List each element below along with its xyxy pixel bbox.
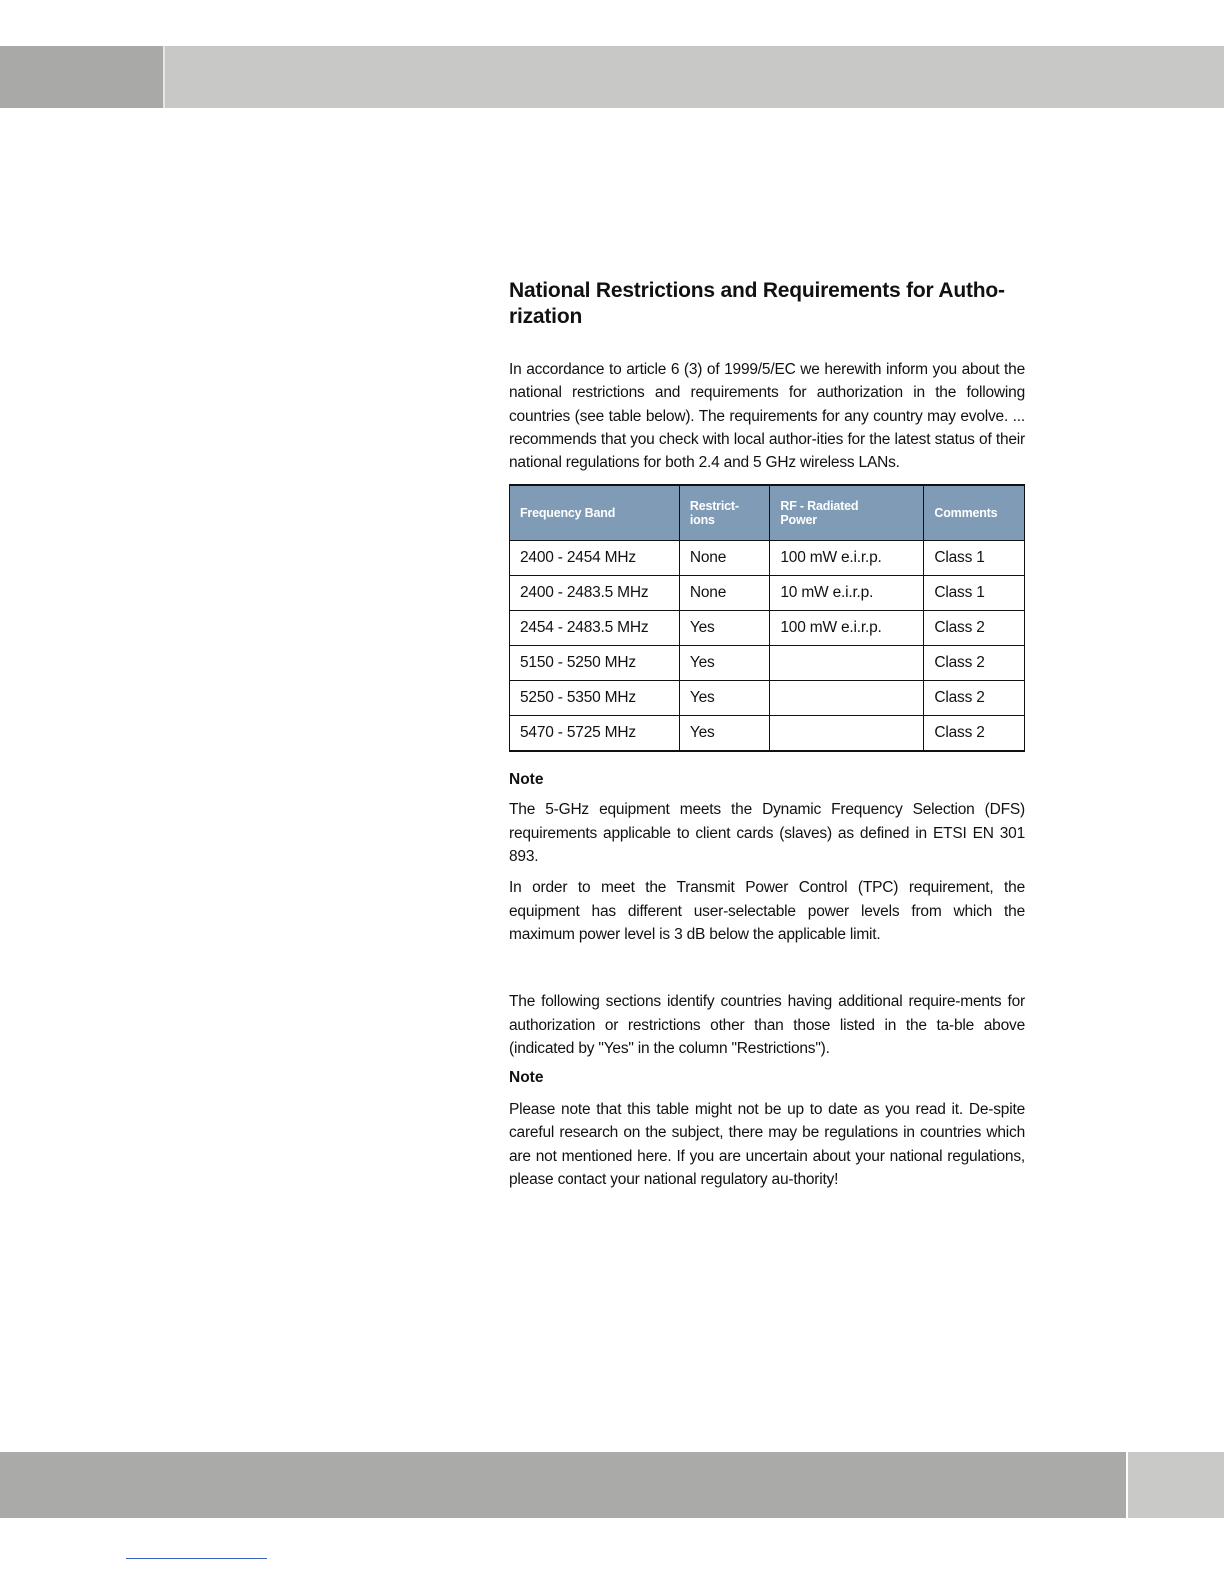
- header-power-line2: Power: [780, 513, 817, 528]
- cell-comments: Class 2: [924, 681, 1025, 716]
- cell-power: 100 mW e.i.r.p.: [770, 611, 924, 646]
- table-row: [510, 646, 1025, 681]
- cell-restrictions: None: [679, 541, 770, 576]
- table-header-row: [510, 485, 1025, 541]
- header-frequency-band: Frequency Band: [510, 485, 680, 541]
- cell-power: [770, 681, 924, 716]
- page-content: [509, 278, 1025, 1191]
- footer-band: [0, 1452, 1126, 1518]
- cell-band: 2400 - 2483.5 MHz: [510, 576, 680, 611]
- footer-tab: [1128, 1452, 1224, 1518]
- table-row: [510, 681, 1025, 716]
- intro-paragraph: In accordance to article 6 (3) of 1999/5/EC we herewith inform you about the national restrictions and requirements for authorization in the following countries (see table below). The requirements for any country may evolve. ... recommends that you check with local author-ities for the latest status of their national regulations for both 2.4 and 5 GHz wireless LANs.: [509, 361, 1025, 472]
- header-band: [0, 46, 1224, 108]
- note-tpc-paragraph: In order to meet the Transmit Power Control (TPC) requirement, the equipment has different user-selectable power levels from which the maximum power level is 3 dB below the applicable limit.: [509, 879, 1025, 943]
- page-title-line2: rization: [509, 305, 583, 328]
- page-title: [509, 278, 1025, 330]
- header-power-line1: RF - Radiated: [780, 499, 859, 514]
- note-label: Note: [509, 771, 544, 789]
- cell-band: 2454 - 2483.5 MHz: [510, 611, 680, 646]
- cell-restrictions: None: [679, 576, 770, 611]
- header-restrictions-line2: ions: [689, 513, 715, 528]
- cell-restrictions: Yes: [679, 646, 770, 681]
- cell-comments: Class 1: [924, 541, 1025, 576]
- restrictions-table: [509, 484, 1025, 752]
- page-title-line1: National Restrictions and Requirements for Autho-: [509, 279, 1005, 302]
- following-sections-paragraph: The following sections identify countries having additional require-ments for authorization or restrictions other than those listed in the ta-ble above (indicated by "Yes" in the column "Restrictions").: [509, 993, 1025, 1057]
- cell-band: 5150 - 5250 MHz: [510, 646, 680, 681]
- cell-band: 2400 - 2454 MHz: [510, 541, 680, 576]
- cell-power: 10 mW e.i.r.p.: [770, 576, 924, 611]
- note-dfs-paragraph: The 5-GHz equipment meets the Dynamic Frequency Selection (DFS) requirements applicable to client cards (slaves) as defined in ETSI EN 301 893.: [509, 801, 1025, 866]
- note-label: Note: [509, 1069, 544, 1087]
- header-restrictions: [679, 485, 770, 541]
- cell-band: 5470 - 5725 MHz: [510, 716, 680, 752]
- cell-restrictions: Yes: [679, 681, 770, 716]
- cell-comments: Class 2: [924, 611, 1025, 646]
- cell-comments: Class 2: [924, 646, 1025, 681]
- footer-link-underline: [126, 1558, 267, 1559]
- cell-power: [770, 716, 924, 752]
- table-row: [510, 716, 1025, 752]
- header-comments: Comments: [924, 485, 1025, 541]
- table-row: [510, 611, 1025, 646]
- cell-comments: Class 2: [924, 716, 1025, 752]
- cell-comments: Class 1: [924, 576, 1025, 611]
- header-restrictions-line1: Restrict-: [689, 499, 739, 514]
- cell-restrictions: Yes: [679, 716, 770, 752]
- cell-power: [770, 646, 924, 681]
- note-disclaimer-paragraph: Please note that this table might not be up to date as you read it. De-spite careful research on the subject, there may be regulations in countries which are not mentioned here. If you are uncertain about your national regulations, please contact your national regulatory au-thority!: [509, 1101, 1025, 1189]
- cell-restrictions: Yes: [679, 611, 770, 646]
- cell-band: 5250 - 5350 MHz: [510, 681, 680, 716]
- table-row: [510, 541, 1025, 576]
- cell-power: 100 mW e.i.r.p.: [770, 541, 924, 576]
- header-tab: [0, 46, 165, 108]
- header-radiated-power: [770, 485, 924, 541]
- table-row: [510, 576, 1025, 611]
